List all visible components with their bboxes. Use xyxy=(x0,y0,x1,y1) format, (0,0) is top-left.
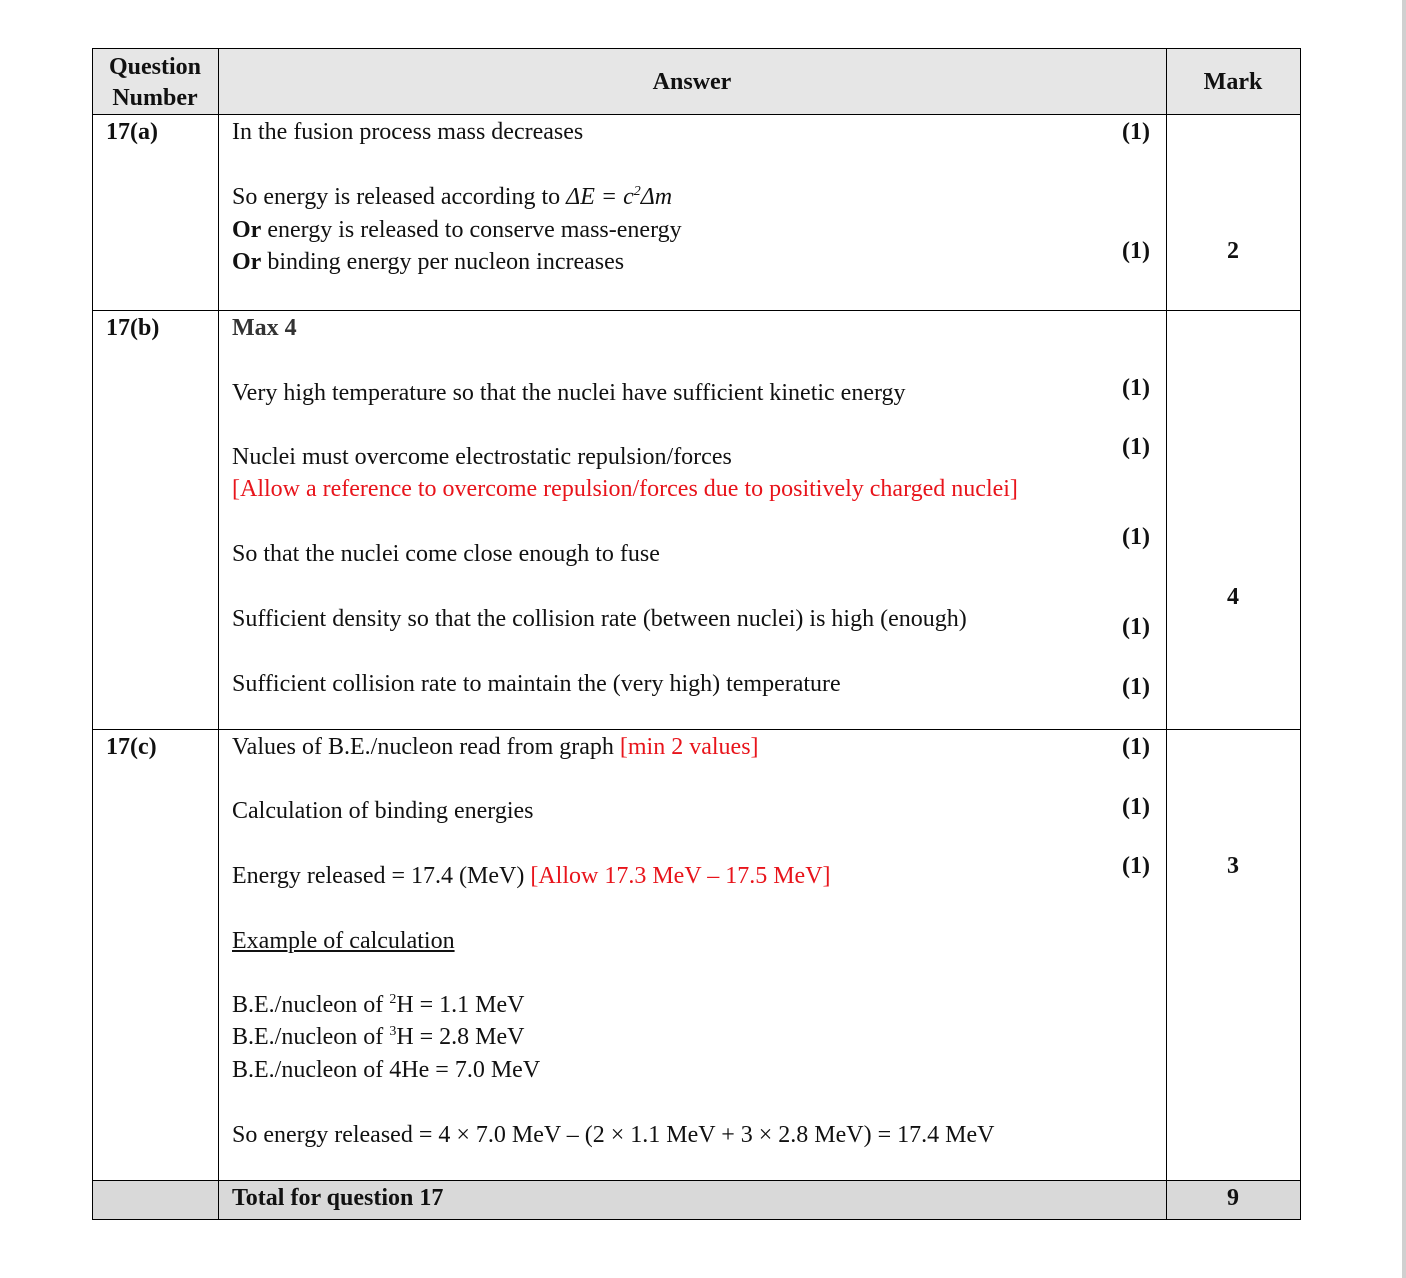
grid-line xyxy=(92,48,1301,49)
answer-line: B.E./nucleon of $^2$H = 1.1 MeV xyxy=(232,992,525,1018)
grid-line xyxy=(1300,48,1301,1220)
grid-line xyxy=(92,310,1301,311)
point-mark: (1) xyxy=(1122,434,1150,460)
point-mark: (1) xyxy=(1122,119,1150,145)
point-mark: (1) xyxy=(1122,375,1150,401)
point-mark: (1) xyxy=(1122,238,1150,264)
grid-line xyxy=(1166,48,1167,1220)
point-mark: (1) xyxy=(1122,734,1150,760)
page-edge xyxy=(1402,0,1406,1278)
answer-line: In the fusion process mass decreases xyxy=(232,119,584,145)
allow-note: [Allow a reference to overcome repulsion/forces due to positively charged nuclei] xyxy=(232,476,1018,502)
answer-line: Very high temperature so that the nuclei have sufficient kinetic energy xyxy=(232,380,906,406)
equation: $\Delta E = c^2\Delta m$ xyxy=(566,184,673,210)
example-heading: Example of calculation xyxy=(232,928,455,954)
total-label: Total for question 17 xyxy=(232,1185,444,1211)
answer-line: Or energy is released to conserve mass-energy xyxy=(232,217,682,243)
answer-line: Energy released = 17.4 (MeV) [Allow 17.3 MeV – 17.5 MeV] xyxy=(232,863,831,889)
point-mark: (1) xyxy=(1122,524,1150,550)
point-mark: (1) xyxy=(1122,853,1150,879)
point-mark: (1) xyxy=(1122,794,1150,820)
grid-line xyxy=(218,48,219,1220)
answer-line: B.E./nucleon of 4He = 7.0 MeV xyxy=(232,1057,541,1083)
answer-line: Values of B.E./nucleon read from graph [min 2 values] xyxy=(232,734,759,760)
answer-line: Sufficient density so that the collision rate (between nuclei) is high (enough) xyxy=(232,606,967,632)
grid-line xyxy=(92,48,93,1220)
header-mark: Mark xyxy=(1203,69,1263,95)
row-mark: 4 xyxy=(1227,584,1239,610)
answer-line: Nuclei must overcome electrostatic repulsion/forces xyxy=(232,444,732,470)
answer-line: Calculation of binding energies xyxy=(232,798,534,824)
question-number: 17(c) xyxy=(106,734,157,760)
question-number: 17(b) xyxy=(106,315,160,341)
question-number: 17(a) xyxy=(106,119,158,145)
answer-line: Or binding energy per nucleon increases xyxy=(232,249,625,275)
point-mark: (1) xyxy=(1122,674,1150,700)
grid-line xyxy=(92,729,1301,730)
answer-line: So that the nuclei come close enough to fuse xyxy=(232,541,660,567)
grid-line xyxy=(92,114,1301,115)
answer-text: So energy is released according to xyxy=(232,184,567,210)
answer-line xyxy=(232,183,672,211)
answer-line: So energy released = 4 × 7.0 MeV – (2 × 1.1 MeV + 3 × 2.8 MeV) = 17.4 MeV xyxy=(232,1122,995,1148)
grid-line xyxy=(92,1180,1301,1181)
grid-line xyxy=(92,1219,1301,1220)
point-mark: (1) xyxy=(1122,614,1150,640)
total-mark: 9 xyxy=(1227,1185,1239,1211)
row-mark: 2 xyxy=(1227,238,1239,264)
answer-line: B.E./nucleon of $^3$H = 2.8 MeV xyxy=(232,1024,525,1050)
max-marks-note: Max 4 xyxy=(232,315,297,341)
answer-line: Sufficient collision rate to maintain the (very high) temperature xyxy=(232,671,841,697)
header-question-number: Question Number xyxy=(108,54,201,111)
header-answer: Answer xyxy=(652,69,732,95)
row-mark: 3 xyxy=(1227,853,1239,879)
